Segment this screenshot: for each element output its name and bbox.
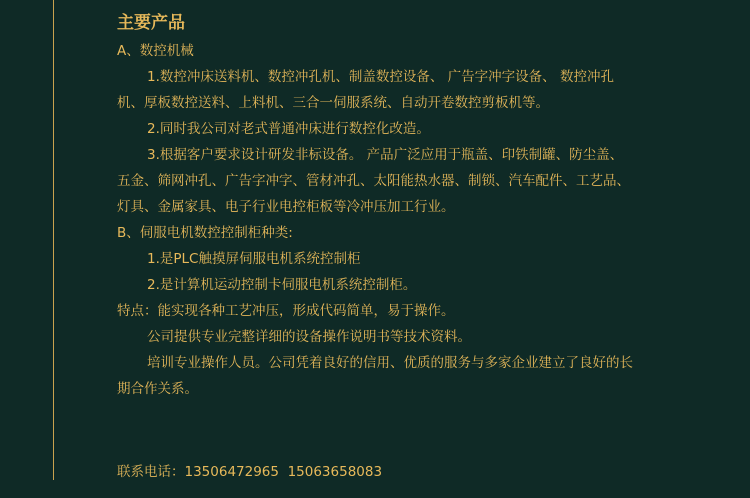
features-line: 特点：能实现各种工艺冲压，形成代码简单，易于操作。 [117,303,455,319]
paragraph: 2.是计算机运动控制卡伺服电机系统控制柜。 [147,277,417,293]
paragraph: 公司提供专业完整详细的设备操作说明书等技术资料。 [147,329,471,345]
page-title: 主要产品 [117,13,185,33]
contact-label: 联系电话： [117,464,185,480]
phone-number-2: 15063658083 [287,464,383,480]
paragraph: 1.是PLC触摸屏伺服电机系统控制柜 [147,251,361,267]
product-description [117,8,633,402]
contact-info [117,459,382,485]
section-title: A、数控机械 [117,43,194,59]
paragraph: 1.数控冲床送料机、数控冲孔机、制盖数控设备、 广告字冲字设备、 数控冲孔机、厚板数控送料、上料机、三合一伺服系统、自动开卷数控剪板机等。 [117,69,614,111]
section-servo-control-cabinets [117,220,633,298]
section-cnc-machinery [117,38,633,220]
phone-number-1: 13506472965 [184,464,279,480]
paragraph: 2.同时我公司对老式普通冲床进行数控化改造。 [147,121,430,137]
section-title: B、伺服电机数控控制柜种类: [117,225,293,241]
paragraph: 培训专业操作人员。公司凭着良好的信用、优质的服务与多家企业建立了良好的长期合作关系。 [117,355,633,397]
paragraph: 3.根据客户要求设计研发非标设备。 产品广泛应用于瓶盖、印铁制罐、防尘盖、五金、筛网冲孔、广告字冲字、管材冲孔、太阳能热水器、制锁、汽车配件、工艺品、灯具、金属家具、电子行业电控柜板等冷冲压加工行业。 [117,147,630,215]
vertical-divider-line [53,0,54,480]
section-features [117,298,633,402]
